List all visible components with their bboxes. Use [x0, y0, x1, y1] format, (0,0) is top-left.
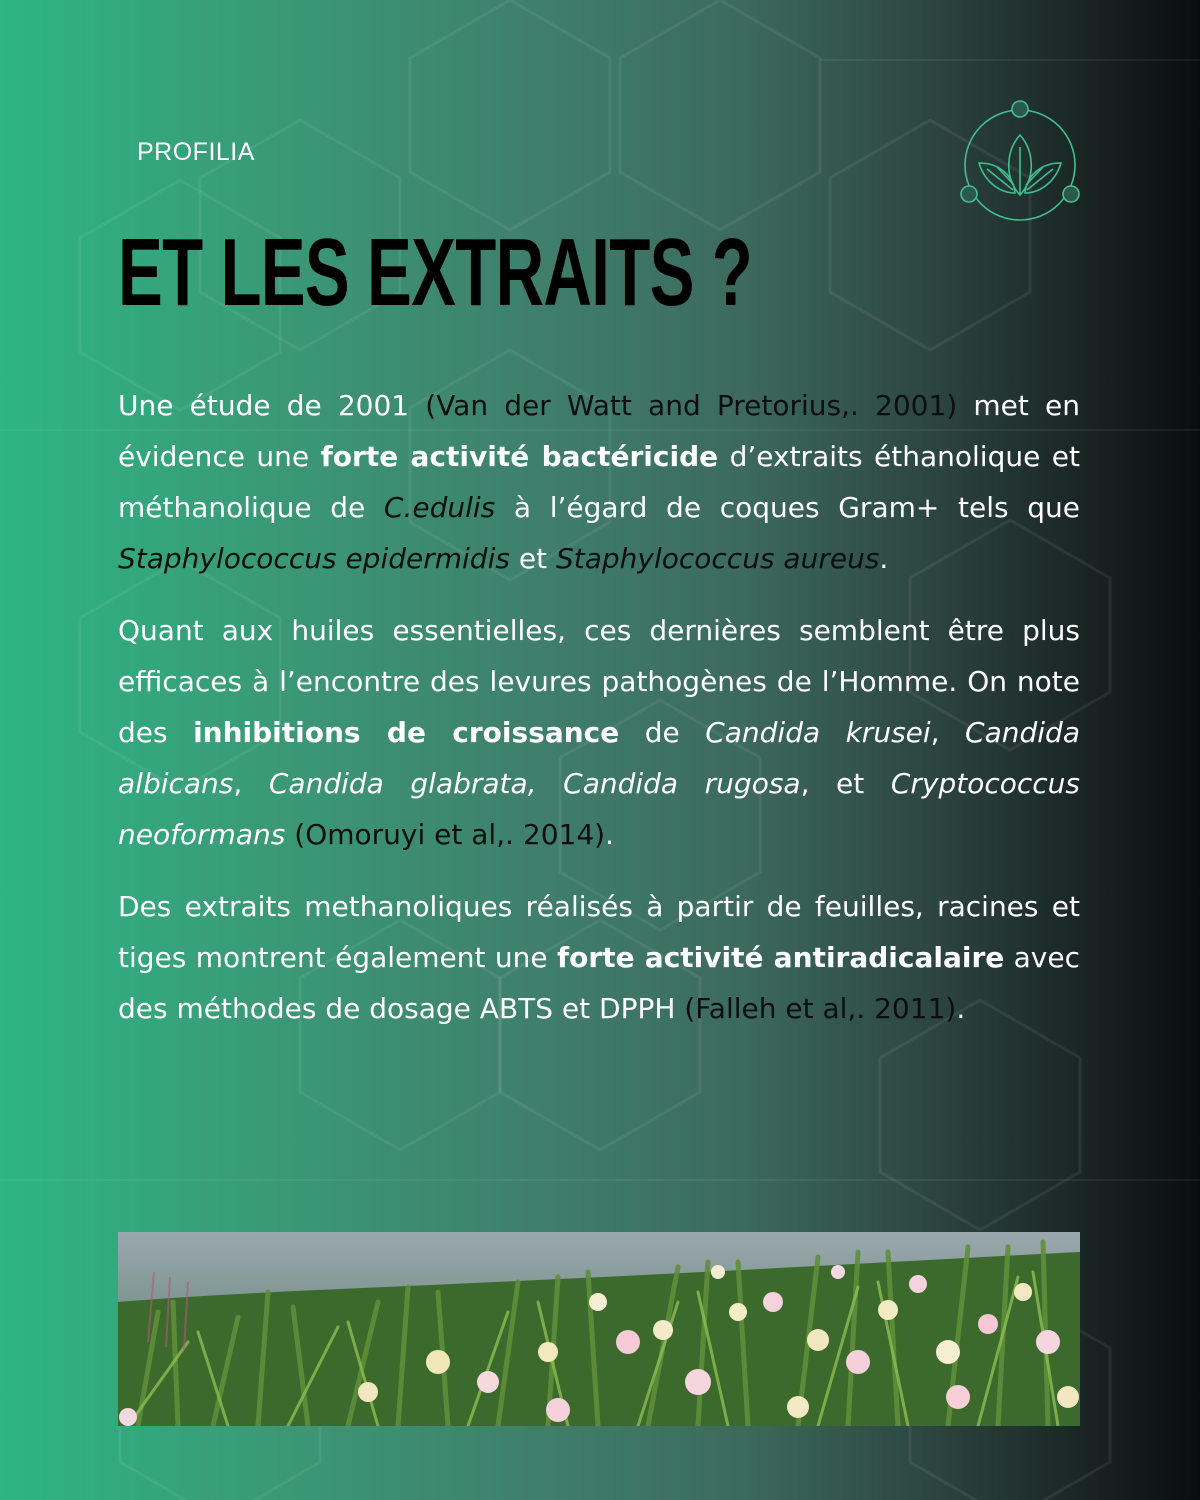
species-name: Candida krusei	[705, 716, 931, 749]
text: ,	[233, 767, 269, 800]
text: Une étude de 2001	[118, 389, 426, 422]
paragraph-2	[118, 605, 1080, 860]
citation: (Omoruyi et al,. 2014)	[294, 818, 606, 851]
citation: (Van der Watt and Pretorius,. 2001)	[425, 389, 958, 422]
text: met en évidence une	[118, 389, 1080, 473]
article-body	[118, 380, 1080, 1055]
brand-name: PROFILIA	[137, 138, 255, 166]
text: Des extraits methanoliques réalisés à partir de feuilles, racines et tiges montrent également une	[118, 890, 1080, 974]
species-name: Candida glabrata, Candida rugosa	[268, 767, 801, 800]
text: , et	[800, 767, 891, 800]
text: avec des méthodes de dosage ABTS et DPPH	[118, 941, 1080, 1025]
highlight: inhibitions de croissance	[193, 716, 620, 749]
species-name: Staphylococcus epidermidis	[118, 542, 510, 575]
page-title: ET LES EXTRAITS ?	[118, 219, 753, 326]
species-name: C.edulis	[383, 491, 496, 524]
text: à l’égard de coques Gram+ tels que	[495, 491, 1080, 524]
text: .	[879, 542, 889, 575]
species-name: Staphylococcus aureus	[555, 542, 880, 575]
text: d’extraits éthanolique et méthanolique de	[118, 440, 1081, 524]
species-name: Candida albicans	[118, 716, 1080, 800]
highlight: forte activité antiradicalaire	[556, 941, 1005, 974]
leaf-molecule-icon	[957, 97, 1083, 227]
text	[285, 818, 294, 851]
species-name: Cryptococcus neoformans	[118, 767, 1080, 851]
highlight: forte activité bactéricide	[320, 440, 719, 473]
paragraph-1	[118, 380, 1080, 584]
paragraph-3	[118, 881, 1080, 1034]
citation: (Falleh et al,. 2011)	[684, 992, 957, 1025]
text: Quant aux huiles essentielles, ces dernières semblent être plus efficaces à l’encontre des levures pathogènes de l’Homme. On note des	[118, 614, 1080, 749]
text: .	[605, 818, 614, 851]
text: .	[956, 992, 966, 1025]
text: de	[619, 716, 706, 749]
text: et	[509, 542, 556, 575]
ice-plant-flowers-photo	[118, 1232, 1080, 1426]
text: ,	[930, 716, 966, 749]
